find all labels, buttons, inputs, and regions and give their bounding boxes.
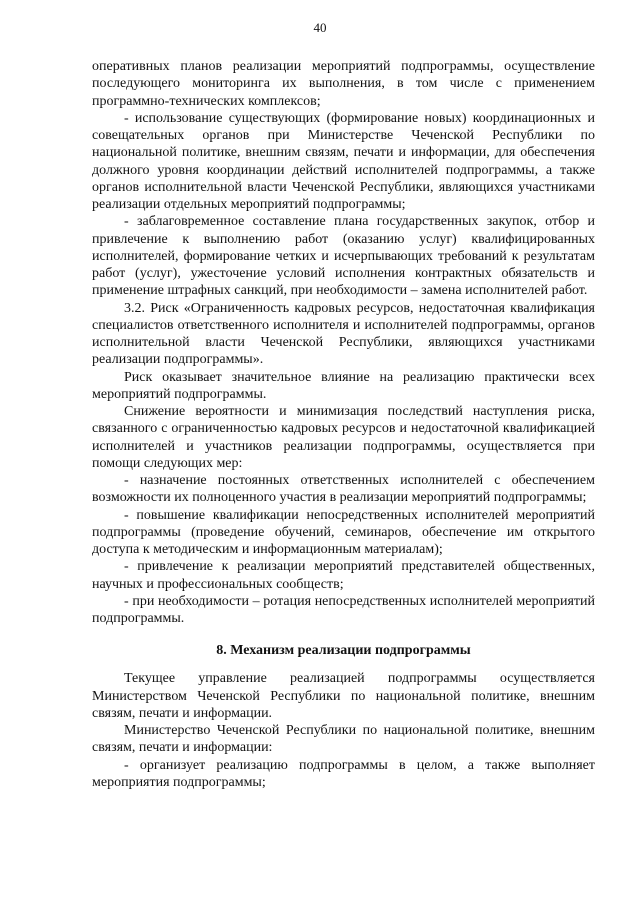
body-paragraph: - привлечение к реализации мероприятий представителей общественных, научных и профессиональных сообществ;	[92, 559, 595, 592]
section-heading: 8. Механизм реализации подпрограммы	[216, 643, 471, 659]
body-paragraph: оперативных планов реализации мероприятий подпрограммы, осуществление последующего мониторинга их выполнения, в том числе с применением программно-технических комплексов;	[92, 59, 595, 109]
paragraphs-after-heading	[92, 670, 595, 791]
body-paragraph: 3.2. Риск «Ограниченность кадровых ресурсов, недостаточная квалификация специалистов ответственного исполнителя и исполнителей подпрограммы, органов исполнительной власти Чеченской Республики, являющихся участниками реализации подпрограммы».	[92, 300, 595, 368]
body-paragraph: - организует реализацию подпрограммы в целом, а также выполняет мероприятия подпрограммы;	[92, 757, 595, 790]
page-number: 40	[313, 20, 327, 35]
body-paragraph: Текущее управление реализацией подпрограммы осуществляется Министерством Чеченской Республики по национальной политике, внешним связям, печати и информации.	[92, 671, 595, 721]
body-paragraph: - при необходимости – ротация непосредственных исполнителей мероприятий подпрограммы.	[92, 593, 595, 626]
body-paragraph: Риск оказывает значительное влияние на реализацию практически всех мероприятий подпрограммы.	[92, 369, 595, 402]
body-paragraph: - назначение постоянных ответственных исполнителей с обеспечением возможности их полноценного участия в реализации мероприятий подпрограммы;	[92, 473, 595, 506]
body-paragraph: - повышение квалификации непосредственных исполнителей мероприятий подпрограммы (проведение обучений, семинаров, обеспечение им открытого доступа к методическим и информационным материалам);	[92, 507, 595, 557]
body-paragraph: Министерство Чеченской Республики по национальной политике, внешним связям, печати и информации:	[92, 723, 595, 756]
body-paragraph: - использование существующих (формирование новых) координационных и совещательных органов при Министерстве Чеченской Республики по национальной политике, внешним связям, печати и информации, для обеспечения должного уровня координации действий исполнителей подпрограммы, а также органов исполнительной власти Чеченской Республики, являющихся участниками реализации отдельных мероприятий подпрограммы;	[92, 110, 595, 212]
paragraphs-before-heading	[92, 58, 595, 627]
body-paragraph: - заблаговременное составление плана государственных закупок, отбор и привлечение к выполнению работ (оказанию услуг) квалифицированных исполнителей, формирование четких и исчерпывающих требований к результатам работ (услуг), ужесточение условий исполнения контрактных обязательств и применение штрафных санкций, при необходимости – замена исполнителей работ.	[92, 214, 595, 299]
body-paragraph: Снижение вероятности и минимизация последствий наступления риска, связанного с ограниченностью кадровых ресурсов и недостаточной квалификацией исполнителей и участников реализации подпрограммы, осуществляется при помощи следующих мер:	[92, 404, 595, 471]
document-body	[92, 58, 595, 791]
